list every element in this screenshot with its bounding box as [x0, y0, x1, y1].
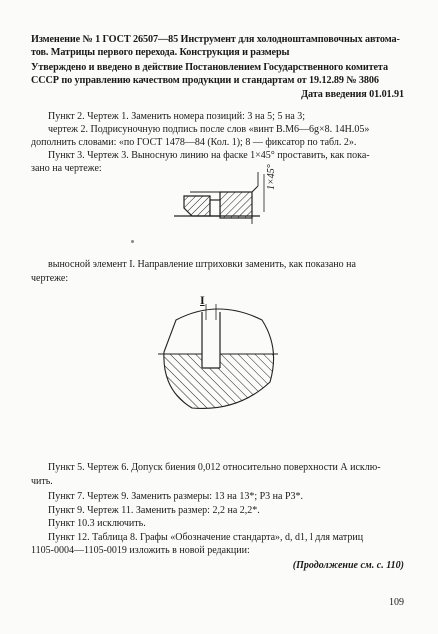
- change-title-line-2: тов. Матрицы первого перехода. Конструкция и размеры: [31, 47, 290, 58]
- item-5-text-cont: чить.: [31, 476, 53, 487]
- effective-date: Дата введения 01.01.91: [301, 89, 404, 100]
- page-number: 109: [389, 597, 404, 608]
- page-speck: [131, 240, 134, 243]
- continuation-note: (Продолжение см. с. 110): [292, 560, 404, 571]
- chamfer-dimension-label: 1×45°: [266, 164, 277, 190]
- element-i-text: выносной элемент I. Направление штриховки заменить, как показано на: [48, 259, 356, 270]
- item-12-text: Пункт 12. Таблица 8. Графы «Обозначение стандарта», d, d1, l для матриц: [48, 532, 364, 543]
- approval-line-2: СССР по управлению качеством продукции и стандартам от 19.12.89 № 3806: [31, 75, 379, 86]
- detail-element-label: I: [200, 293, 205, 307]
- item-2-drawing-2-text-cont: дополнить словами: «по ГОСТ 1478—84 (Кол. 1); 8 — фиксатор по табл. 2».: [31, 137, 357, 148]
- item-7-text: Пункт 7. Чертеж 9. Заменить размеры: 13 на 13*; P3 на P3*.: [48, 491, 304, 502]
- item-5-text: Пункт 5. Чертеж 6. Допуск биения 0,012 относительно поверхности А исклю-: [48, 462, 381, 473]
- change-title-line-1: Изменение № 1 ГОСТ 26507—85 Инструмент для холодноштамповочных автома-: [31, 34, 400, 45]
- item-3-text-cont: зано на чертеже:: [31, 163, 102, 174]
- item-12-text-cont: 1105-0004—1105-0019 изложить в новой редакции:: [31, 545, 250, 556]
- item-9-text: Пункт 9. Чертеж 11. Заменить размер: 2,2 на 2,2*.: [48, 505, 260, 516]
- approval-line-1: Утверждено и введено в действие Постановлением Государственного комитета: [31, 62, 388, 73]
- item-3-text: Пункт 3. Чертеж 3. Выносную линию на фаске 1×45° проставить, как пока-: [48, 150, 370, 161]
- item-10-3-text: Пункт 10.3 исключить.: [48, 518, 146, 529]
- detail-element-drawing: [158, 300, 280, 412]
- item-2-drawing-2-text: чертеж 2. Подрисуночную подпись после слов «винт В.М6—6g×8. 14Н.05»: [48, 124, 370, 135]
- element-i-text-cont: чертеже:: [31, 273, 69, 284]
- item-2-text: Пункт 2. Чертеж 1. Заменить номера позиций: 3 на 5; 5 на 3;: [48, 111, 306, 122]
